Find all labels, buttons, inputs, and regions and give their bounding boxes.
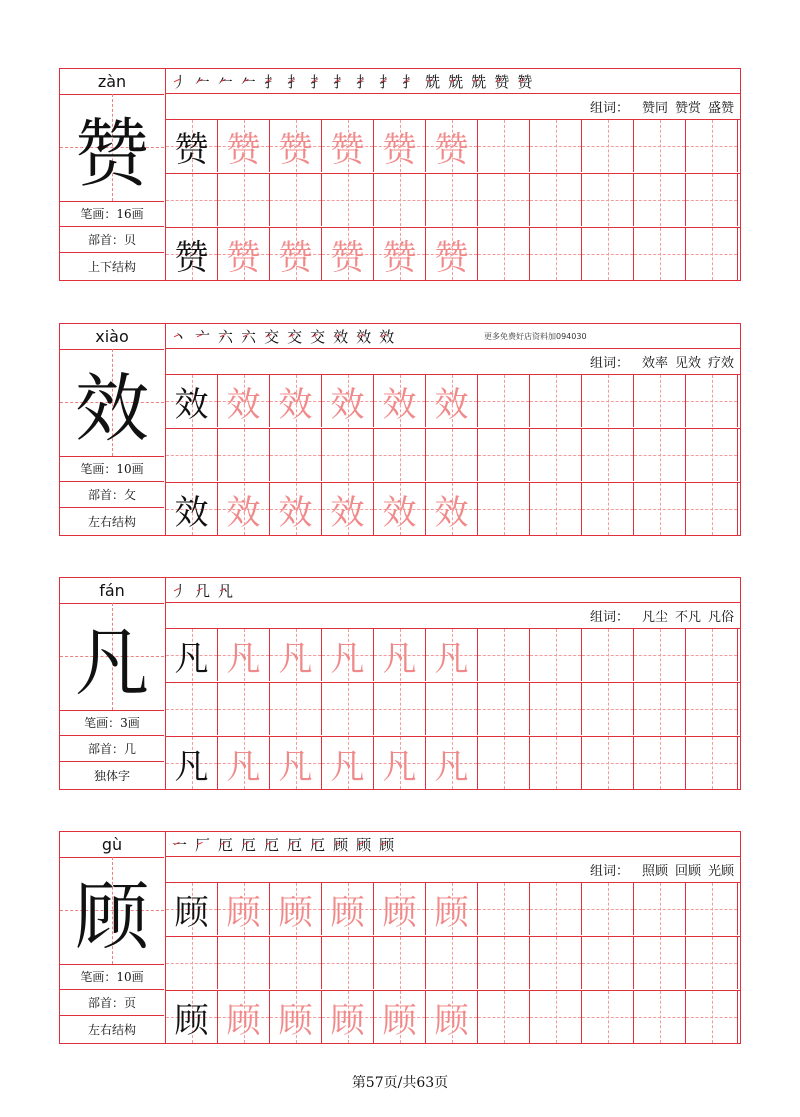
stroke-step: 扌 [356, 72, 372, 91]
trace-character: 赞 [278, 237, 313, 278]
practice-cell[interactable] [686, 991, 738, 1043]
practice-area [166, 69, 740, 280]
trace-character: 顾 [434, 1000, 469, 1041]
structure: 上下结构 [87, 259, 136, 274]
practice-cell[interactable] [218, 120, 270, 172]
practice-cell[interactable] [582, 683, 634, 735]
trace-character: 赞 [226, 237, 261, 278]
trace-character: 效 [330, 384, 365, 425]
pinyin: fán [60, 578, 164, 604]
practice-cell[interactable] [582, 991, 634, 1043]
stroke-step: 厄 [241, 835, 257, 854]
practice-cell[interactable] [686, 937, 738, 989]
practice-cell[interactable] [270, 228, 322, 280]
stroke-step: 赞 [494, 72, 510, 91]
practice-cell[interactable] [426, 120, 478, 172]
practice-cell[interactable] [374, 429, 426, 481]
practice-cell[interactable] [530, 629, 582, 681]
trace-character: 效 [226, 384, 261, 425]
practice-cell[interactable] [218, 991, 270, 1043]
big-character-box [60, 857, 164, 965]
practice-cell[interactable] [374, 483, 426, 535]
stroke-step: 兟 [471, 72, 487, 91]
word: 照顾 [641, 864, 668, 879]
trace-character: 凡 [382, 746, 417, 787]
practice-cell[interactable] [322, 737, 374, 789]
trace-character: 顾 [226, 892, 261, 933]
model-character: 凡 [174, 746, 209, 787]
practice-cell[interactable] [322, 228, 374, 280]
practice-cell[interactable] [218, 228, 270, 280]
practice-area [166, 832, 740, 1043]
practice-cell[interactable] [374, 228, 426, 280]
practice-cell[interactable] [218, 683, 270, 735]
big-character: 凡 [75, 619, 149, 706]
trace-character: 顾 [382, 1000, 417, 1041]
practice-cell[interactable] [634, 228, 686, 280]
stroke-step: 凡 [218, 581, 234, 600]
trace-character: 效 [382, 492, 417, 533]
trace-character: 顾 [330, 892, 365, 933]
practice-cell[interactable] [374, 737, 426, 789]
structure: 左右结构 [87, 514, 136, 529]
big-character-box [60, 94, 164, 202]
practice-cell[interactable] [166, 991, 218, 1043]
trace-character: 顾 [382, 892, 417, 933]
practice-cell[interactable] [530, 883, 582, 935]
practice-cell[interactable] [530, 991, 582, 1043]
practice-row [166, 937, 740, 991]
trace-character: 凡 [330, 746, 365, 787]
practice-row [166, 883, 740, 937]
practice-row [166, 683, 740, 737]
trace-character: 凡 [330, 638, 365, 679]
practice-cell[interactable] [426, 375, 478, 427]
practice-cell[interactable] [270, 937, 322, 989]
practice-cell[interactable] [270, 991, 322, 1043]
trace-character: 效 [434, 384, 469, 425]
word: 效率 [641, 356, 668, 371]
practice-cell[interactable] [478, 429, 530, 481]
practice-cell[interactable] [322, 683, 374, 735]
practice-cell[interactable] [270, 883, 322, 935]
words-label: 组词： [589, 356, 629, 371]
practice-cell[interactable] [582, 937, 634, 989]
character-info-panel [60, 832, 166, 1043]
practice-cell[interactable] [530, 375, 582, 427]
stroke-step: 交 [287, 327, 303, 346]
stroke-step: 扌 [402, 72, 418, 91]
stroke-step: 厄 [287, 835, 303, 854]
practice-cell[interactable] [426, 937, 478, 989]
practice-cell[interactable] [478, 174, 530, 226]
stroke-step: 丿 [172, 72, 188, 91]
word-list [166, 349, 740, 375]
stroke-count: 笔画：3画 [60, 710, 164, 736]
stroke-step: 兟 [425, 72, 441, 91]
stroke-count: 笔画：10画 [60, 456, 164, 482]
practice-cell[interactable] [322, 174, 374, 226]
trace-character: 凡 [382, 638, 417, 679]
practice-row [166, 629, 740, 683]
stroke-step: 厄 [218, 835, 234, 854]
stroke-step: 扌 [310, 72, 326, 91]
practice-cell[interactable] [634, 120, 686, 172]
practice-cell[interactable] [686, 120, 738, 172]
stroke-step: 效 [379, 327, 395, 346]
practice-cell[interactable] [634, 174, 686, 226]
stroke-step: 顾 [333, 835, 349, 854]
character-card [59, 831, 741, 1044]
practice-cell[interactable] [686, 429, 738, 481]
practice-cell[interactable] [530, 120, 582, 172]
big-character-box [60, 603, 164, 711]
practice-cell[interactable] [166, 174, 218, 226]
practice-cell[interactable] [322, 937, 374, 989]
practice-cell[interactable] [686, 883, 738, 935]
practice-cell[interactable] [634, 375, 686, 427]
practice-cell[interactable] [478, 883, 530, 935]
word: 见效 [674, 356, 701, 371]
stroke-step: 𠂉 [241, 72, 257, 91]
practice-cell[interactable] [270, 429, 322, 481]
stroke-count: 笔画：10画 [60, 964, 164, 990]
practice-row [166, 737, 740, 791]
stroke-step: 顾 [379, 835, 395, 854]
stroke-step: 扌 [379, 72, 395, 91]
practice-cell[interactable] [426, 228, 478, 280]
practice-cell[interactable] [478, 937, 530, 989]
practice-area [166, 578, 740, 789]
practice-cell[interactable] [218, 737, 270, 789]
character-card [59, 577, 741, 790]
practice-cell[interactable] [686, 737, 738, 789]
big-character: 效 [75, 365, 149, 452]
practice-cell[interactable] [582, 483, 634, 535]
stroke-step: 𠂉 [195, 72, 211, 91]
word: 凡俗 [707, 610, 734, 625]
stroke-order-row [166, 578, 740, 603]
character-info-panel [60, 69, 166, 280]
trace-character: 效 [278, 384, 313, 425]
practice-cell[interactable] [166, 683, 218, 735]
practice-cell[interactable] [478, 483, 530, 535]
stroke-step: 六 [241, 327, 257, 346]
practice-cell[interactable] [166, 883, 218, 935]
practice-area [166, 324, 740, 535]
practice-row [166, 375, 740, 429]
practice-cell[interactable] [218, 429, 270, 481]
practice-row [166, 483, 740, 537]
practice-cell[interactable] [582, 883, 634, 935]
practice-cell[interactable] [166, 937, 218, 989]
stroke-order-row [166, 69, 740, 94]
stroke-step: 一 [172, 835, 188, 854]
word-list [166, 857, 740, 883]
practice-cell[interactable] [218, 375, 270, 427]
trace-character: 顾 [278, 892, 313, 933]
practice-cell[interactable] [582, 174, 634, 226]
pinyin: zàn [60, 69, 164, 95]
trace-character: 凡 [278, 746, 313, 787]
word: 回顾 [674, 864, 701, 879]
practice-cell[interactable] [634, 937, 686, 989]
practice-cell[interactable] [686, 683, 738, 735]
practice-cell[interactable] [634, 991, 686, 1043]
model-character: 赞 [174, 237, 209, 278]
practice-cell[interactable] [426, 629, 478, 681]
practice-cell[interactable] [270, 120, 322, 172]
model-character: 凡 [174, 638, 209, 679]
practice-cell[interactable] [478, 737, 530, 789]
stroke-step: 交 [310, 327, 326, 346]
character-info-panel [60, 578, 166, 789]
words-label: 组词： [589, 101, 629, 116]
trace-character: 凡 [434, 746, 469, 787]
practice-cell[interactable] [322, 120, 374, 172]
practice-cell[interactable] [270, 737, 322, 789]
practice-cell[interactable] [374, 174, 426, 226]
trace-character: 赞 [330, 237, 365, 278]
practice-cell[interactable] [686, 174, 738, 226]
practice-cell[interactable] [582, 629, 634, 681]
note: 更多免费好店资料加094030 [484, 332, 587, 341]
practice-cell[interactable] [686, 228, 738, 280]
practice-cell[interactable] [530, 737, 582, 789]
practice-cell[interactable] [426, 483, 478, 535]
trace-character: 顾 [278, 1000, 313, 1041]
big-character-box [60, 349, 164, 457]
stroke-step: 亠 [195, 327, 211, 346]
word: 盛赞 [707, 101, 734, 116]
stroke-step: 效 [333, 327, 349, 346]
big-character: 赞 [75, 110, 149, 197]
stroke-step: 赞 [517, 72, 533, 91]
trace-character: 凡 [434, 638, 469, 679]
practice-cell[interactable] [478, 991, 530, 1043]
practice-cell[interactable] [530, 937, 582, 989]
stroke-count: 笔画：16画 [60, 201, 164, 227]
radical: 部首：几 [60, 736, 164, 762]
practice-cell[interactable] [374, 937, 426, 989]
practice-cell[interactable] [322, 629, 374, 681]
word: 光顾 [707, 864, 734, 879]
practice-cell[interactable] [218, 483, 270, 535]
practice-cell[interactable] [374, 375, 426, 427]
practice-cell[interactable] [478, 375, 530, 427]
model-character: 顾 [174, 1000, 209, 1041]
radical: 部首：贝 [60, 227, 164, 253]
practice-cell[interactable] [374, 629, 426, 681]
practice-cell[interactable] [270, 174, 322, 226]
word: 凡尘 [641, 610, 668, 625]
practice-cell[interactable] [374, 120, 426, 172]
practice-cell[interactable] [166, 228, 218, 280]
stroke-step: 厂 [195, 835, 211, 854]
stroke-step: 顾 [356, 835, 372, 854]
stroke-order-row [166, 324, 740, 349]
practice-cell[interactable] [582, 429, 634, 481]
practice-cell[interactable] [634, 483, 686, 535]
practice-cell[interactable] [530, 483, 582, 535]
practice-cell[interactable] [530, 683, 582, 735]
trace-character: 赞 [434, 237, 469, 278]
practice-cell[interactable] [218, 883, 270, 935]
radical: 部首：攵 [60, 482, 164, 508]
stroke-step: 扌 [333, 72, 349, 91]
practice-cell[interactable] [478, 629, 530, 681]
practice-cell[interactable] [686, 483, 738, 535]
stroke-step: 扌 [287, 72, 303, 91]
stroke-step: 兟 [448, 72, 464, 91]
character-info-panel [60, 324, 166, 535]
pinyin: xiào [60, 324, 164, 350]
practice-cell[interactable] [582, 228, 634, 280]
trace-character: 凡 [226, 746, 261, 787]
practice-cell[interactable] [166, 429, 218, 481]
trace-character: 凡 [226, 638, 261, 679]
practice-cell[interactable] [582, 737, 634, 789]
practice-cell[interactable] [478, 683, 530, 735]
practice-cell[interactable] [426, 174, 478, 226]
trace-character: 效 [330, 492, 365, 533]
trace-character: 赞 [226, 129, 261, 170]
practice-cell[interactable] [582, 120, 634, 172]
trace-character: 赞 [382, 237, 417, 278]
trace-character: 效 [434, 492, 469, 533]
practice-cell[interactable] [582, 375, 634, 427]
practice-cell[interactable] [634, 737, 686, 789]
trace-character: 凡 [278, 638, 313, 679]
practice-cell[interactable] [166, 375, 218, 427]
trace-character: 效 [278, 492, 313, 533]
practice-cell[interactable] [426, 429, 478, 481]
stroke-step: 厄 [264, 835, 280, 854]
stroke-step: 丶 [172, 327, 188, 346]
practice-cell[interactable] [218, 629, 270, 681]
practice-cell[interactable] [322, 483, 374, 535]
practice-cell[interactable] [426, 991, 478, 1043]
practice-cell[interactable] [270, 683, 322, 735]
word: 赞同 [641, 101, 668, 116]
trace-character: 效 [226, 492, 261, 533]
stroke-step: 丿 [172, 581, 188, 600]
practice-cell[interactable] [686, 629, 738, 681]
practice-row [166, 228, 740, 282]
model-character: 顾 [174, 892, 209, 933]
model-character: 效 [174, 492, 209, 533]
structure: 独体字 [93, 768, 130, 783]
practice-cell[interactable] [426, 883, 478, 935]
stroke-step: 六 [218, 327, 234, 346]
practice-cell[interactable] [270, 375, 322, 427]
practice-cell[interactable] [322, 429, 374, 481]
stroke-step: 扌 [264, 72, 280, 91]
practice-row [166, 991, 740, 1045]
practice-row [166, 429, 740, 483]
stroke-step: 厄 [310, 835, 326, 854]
model-character: 赞 [174, 129, 209, 170]
practice-cell[interactable] [634, 683, 686, 735]
practice-cell[interactable] [322, 883, 374, 935]
practice-cell[interactable] [374, 883, 426, 935]
page-footer: 第57页/共63页 [351, 1075, 449, 1091]
practice-cell[interactable] [634, 883, 686, 935]
pinyin: gù [60, 832, 164, 858]
trace-character: 赞 [382, 129, 417, 170]
practice-cell[interactable] [322, 991, 374, 1043]
character-card [59, 323, 741, 536]
word: 不凡 [674, 610, 701, 625]
practice-cell[interactable] [686, 375, 738, 427]
trace-character: 赞 [330, 129, 365, 170]
practice-cell[interactable] [374, 683, 426, 735]
words-label: 组词： [589, 610, 629, 625]
trace-character: 顾 [434, 892, 469, 933]
practice-row [166, 120, 740, 174]
practice-cell[interactable] [322, 375, 374, 427]
practice-cell[interactable] [478, 120, 530, 172]
big-character: 顾 [75, 873, 149, 960]
word-list [166, 603, 740, 629]
word: 疗效 [707, 356, 734, 371]
stroke-step: 𠂉 [218, 72, 234, 91]
practice-cell[interactable] [530, 228, 582, 280]
words-label: 组词： [589, 864, 629, 879]
model-character: 效 [174, 384, 209, 425]
stroke-order-row [166, 832, 740, 857]
practice-cell[interactable] [166, 483, 218, 535]
stroke-step: 效 [356, 327, 372, 346]
practice-cell[interactable] [530, 429, 582, 481]
practice-cell[interactable] [478, 228, 530, 280]
practice-cell[interactable] [426, 737, 478, 789]
practice-cell[interactable] [166, 120, 218, 172]
practice-cell[interactable] [634, 629, 686, 681]
character-card [59, 68, 741, 281]
trace-character: 顾 [226, 1000, 261, 1041]
practice-cell[interactable] [374, 991, 426, 1043]
structure: 左右结构 [87, 1022, 136, 1037]
trace-character: 效 [382, 384, 417, 425]
radical: 部首：页 [60, 990, 164, 1016]
practice-cell[interactable] [634, 429, 686, 481]
practice-cell[interactable] [530, 174, 582, 226]
trace-character: 赞 [278, 129, 313, 170]
word-list [166, 94, 740, 120]
word: 赞赏 [674, 101, 701, 116]
practice-cell[interactable] [166, 737, 218, 789]
practice-cell[interactable] [166, 629, 218, 681]
practice-cell[interactable] [218, 937, 270, 989]
stroke-step: 交 [264, 327, 280, 346]
practice-cell[interactable] [218, 174, 270, 226]
stroke-step: 几 [195, 581, 211, 600]
trace-character: 赞 [434, 129, 469, 170]
trace-character: 顾 [330, 1000, 365, 1041]
practice-row [166, 174, 740, 228]
practice-cell[interactable] [270, 629, 322, 681]
practice-cell[interactable] [270, 483, 322, 535]
practice-cell[interactable] [426, 683, 478, 735]
